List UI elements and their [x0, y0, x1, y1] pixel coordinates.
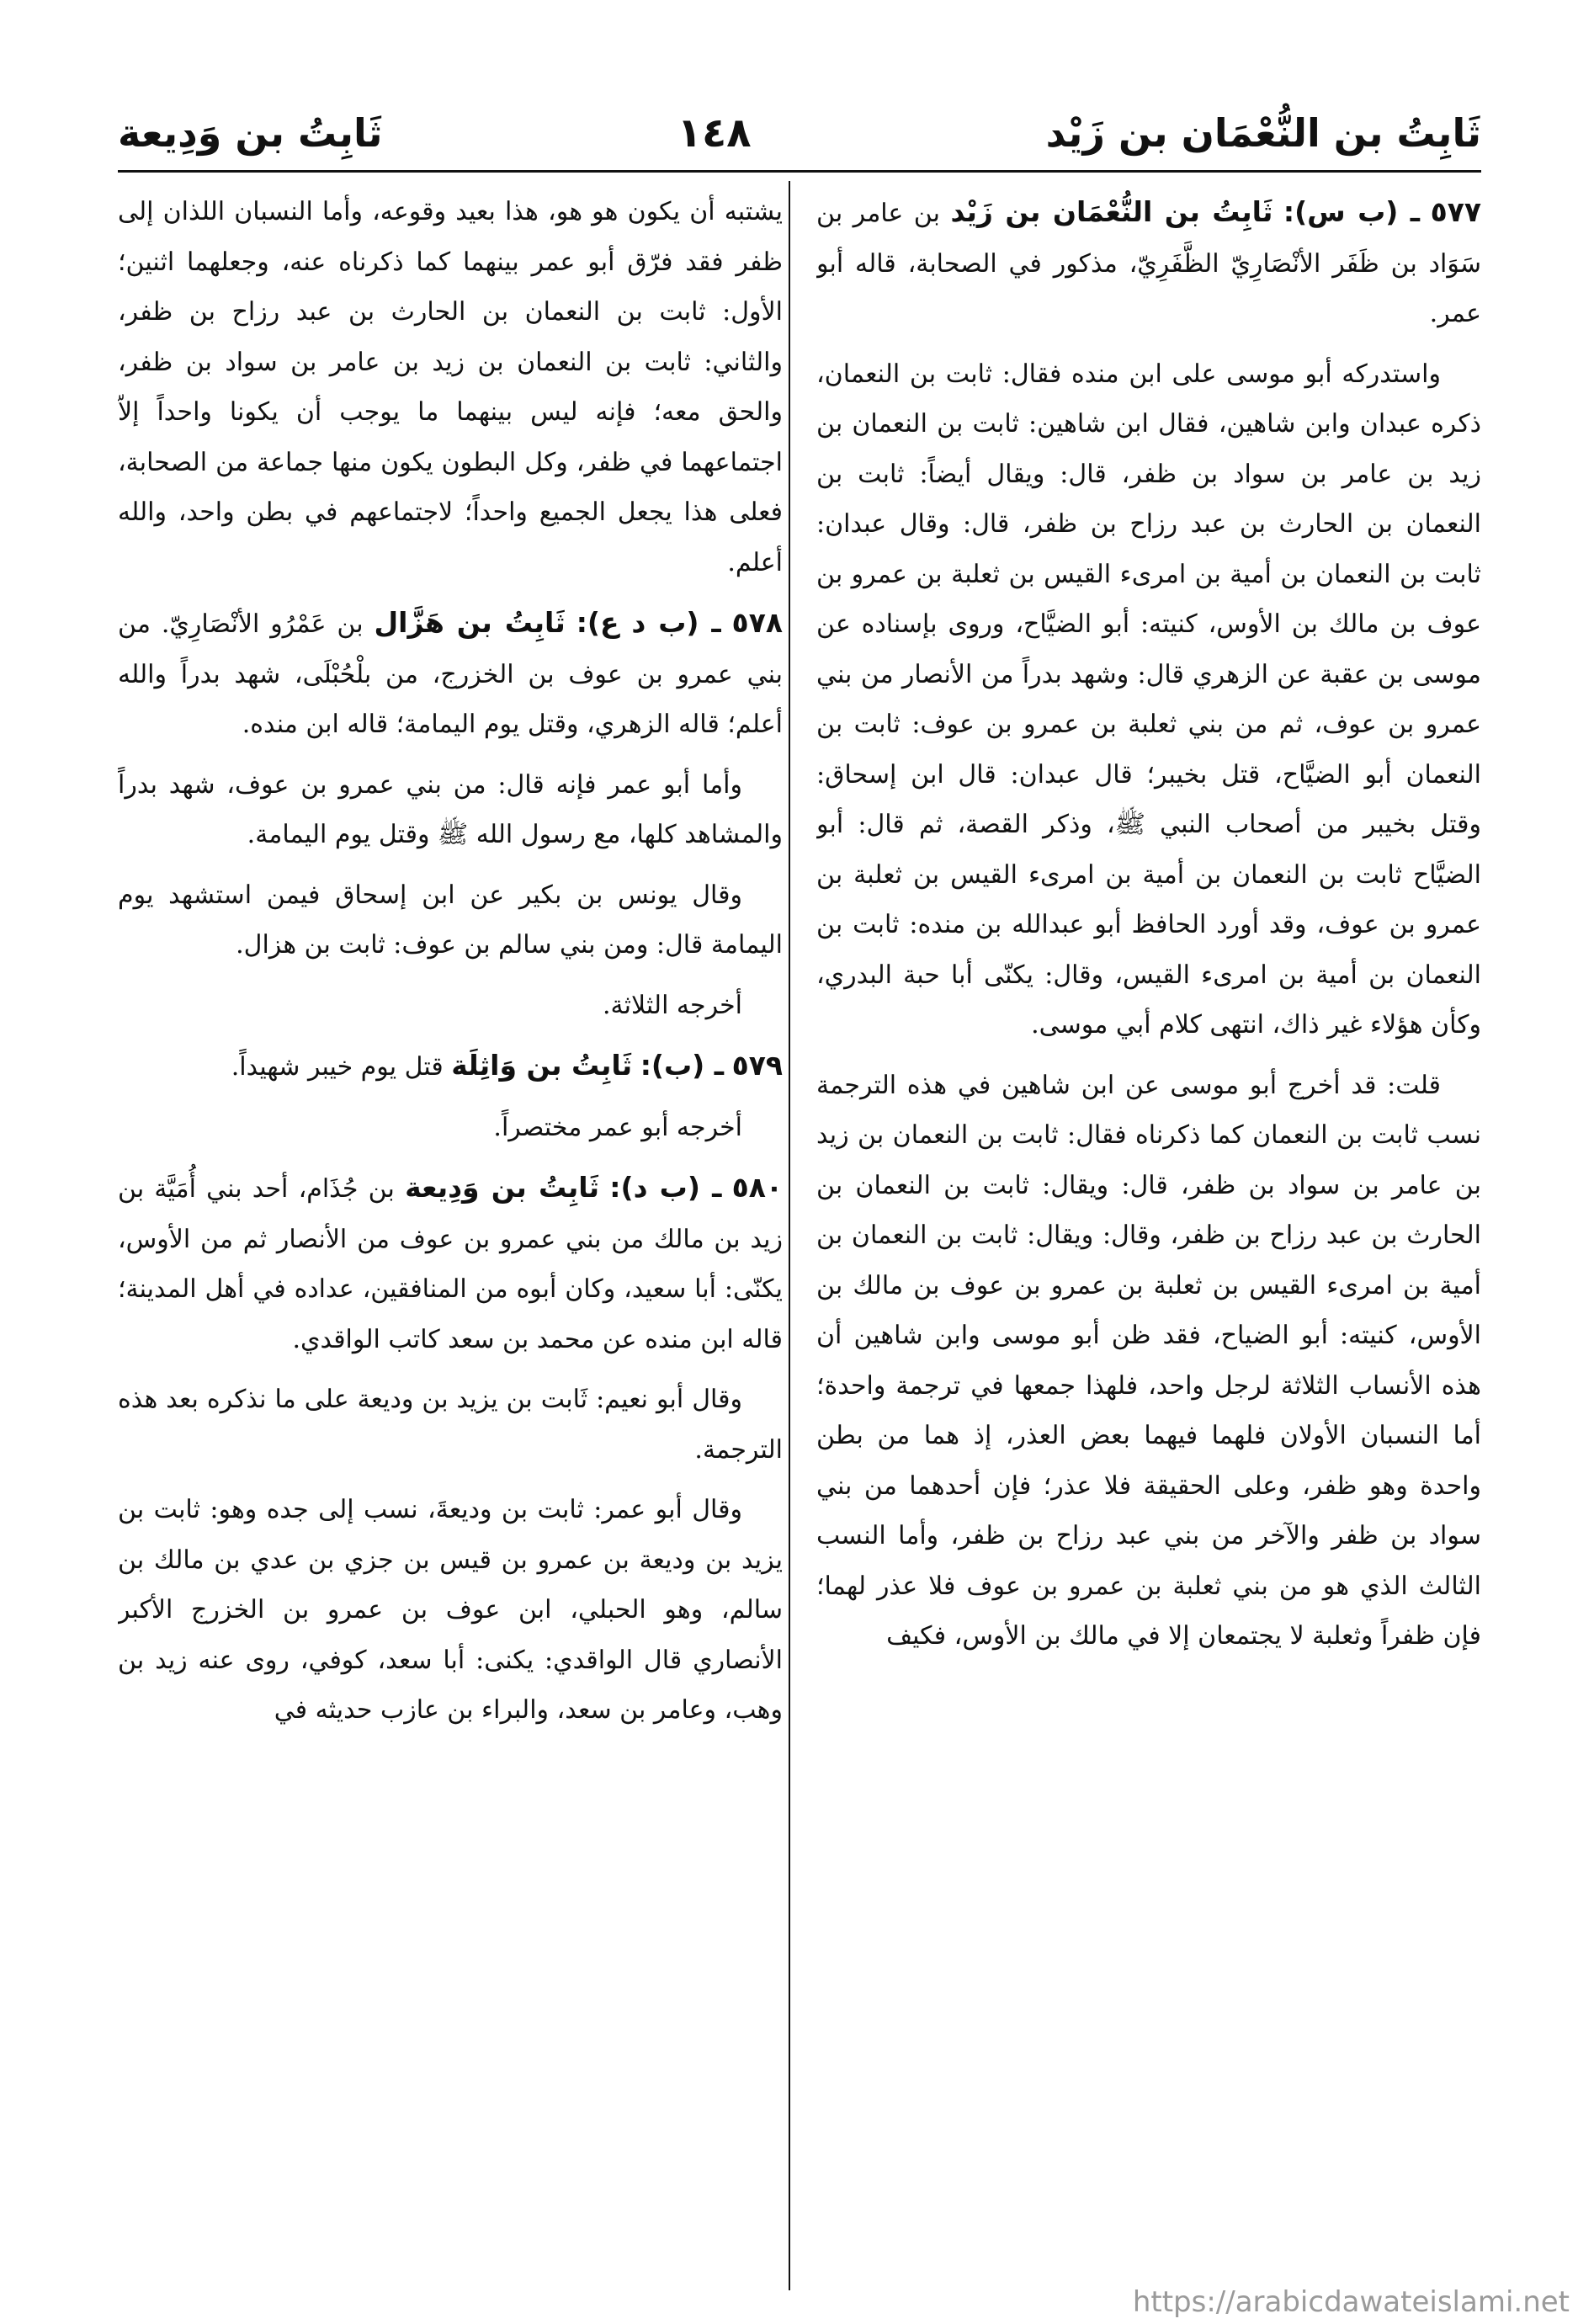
paragraph: يشتبه أن يكون هو هو، هذا بعيد وقوعه، وأما النسبان اللذان إلى ظفر فقد فرّق أبو عمر بينهما كما ذكرناه عنه، وجعلهما اثنين؛ الأول: ثابت بن النعمان بن الحارث بن عبد رزاح بن ظفر، والثاني: ثابت بن النعمان بن زيد بن عامر بن سواد بن ظفر، والحق معه؛ فإنه ليس بينهما ما يوجب أن يكونا واحداً إلاّ اجتماعهما في ظفر، وكل البطون يكون منها جماعة من الصحابة، فعلى هذا يجعل الجميع واحداً؛ لاجتماعهم في بطن واحد، والله أعلم. — [118, 197, 783, 577]
column-divider — [789, 181, 790, 2290]
entry-579 — [118, 1040, 783, 1093]
entry-number: ٥٧٧ — [1430, 195, 1481, 228]
paragraph: قلت: قد أخرج أبو موسى عن ابن شاهين في هذه الترجمة نسب ثابت بن النعمان كما ذكرناه فقال: ثابت بن النعمان بن زيد بن عامر بن سواد بن ظفر، قال: ويقال: ثابت بن النعمان بن الحارث بن عبد رزاح بن ظفر، وقال: ويقال: ثابت بن النعمان بن أمية بن امرىء القيس بن ثعلبة بن عمرو بن عوف بن مالك بن الأوس، كنيته: أبو الضياح، فقد ظن أبو موسى وابن شاهين أن هذه الأنساب الثلاثة لرجل واحد، فلهذا جمعها في ترجمة واحدة؛ أما النسبان الأولان فلهما فيهما بعض العذر، إذ هما من بطن واحدة وهو ظفر، وعلى الحقيقة فلا عذر؛ فإن أحدهما من بني سواد بن ظفر والآخر من بني عبد رزاح بن ظفر، وأما النسب الثالث الذي هو من بني ثعلبة بن عمرو بن عوف فلا عذر لهما؛ فإن ظفراً وثعلبة لا يجتمعان إلا في مالك بن الأوس، فكيف — [816, 1070, 1481, 1651]
paragraph: وقال أبو عمر: ثابت بن وديعةَ، نسب إلى جده وهو: ثابت بن يزيد بن وديعة بن عمرو بن قيس بن جزي بن عدي بن مالك بن سالم، وهو الحبلي، ابن عوف بن عمرو بن الخزرج الأكبر الأنصاري قال الواقدي: يكنى: أبا سعد، كوفي، روى عنه زيد بن وهب، وعامر بن سعد، والبراء بن عازب حديثه في — [118, 1495, 783, 1725]
left-column — [118, 187, 783, 2290]
entry-name: ثَابِتُ بن النُّعْمَان بن زَيْد — [950, 195, 1273, 228]
running-head-left-title: ثَابِتُ بن وَدِيعة — [118, 110, 383, 156]
entry-text: قتل يوم خيبر شهيداً. — [231, 1052, 444, 1082]
entry-text: بن عَمْرُو الأنْصَارِيّ. من بني عمرو بن عوف بن الخزرج، من بلْحُبْلَى، شهد بدراً والله أعلم؛ قاله الزهري، وقتل يوم اليمامة؛ قاله ابن منده. — [118, 609, 783, 739]
entry-580 — [118, 1162, 783, 1364]
entry-source-codes: ـ (ب د ع): — [576, 606, 721, 639]
entry-text: بن جُذَام، أحد بني أُمَيَّة بن زيد بن مالك من بني عمرو بن عوف من الأنصار ثم من الأوس، يكنّى: أبا سعيد، وكان أبوه من المنافقين، عداده في أهل المدينة؛ قاله ابن منده عن محمد بن سعد كاتب الواقدي. — [118, 1174, 783, 1354]
running-head-right-title: ثَابِتُ بن النُّعْمَان بن زَيْد — [1045, 110, 1481, 156]
entry-name: ثَابِتُ بن وَاثِلَة — [451, 1049, 633, 1082]
entry-number: ٥٧٨ — [731, 606, 783, 639]
page-number: ١٤٨ — [677, 109, 752, 157]
entry-name: ثَابِتُ بن وَدِيعة — [405, 1171, 600, 1204]
paragraph: وقال أبو نعيم: ثَابت بن يزيد بن وديعة على ما نذكره بعد هذه الترجمة. — [118, 1385, 783, 1465]
entry-name: ثَابِتُ بن هَزَّال — [374, 606, 566, 639]
paragraph: وأما أبو عمر فإنه قال: من بني عمرو بن عوف، شهد بدراً والمشاهد كلها، مع رسول الله ﷺ وقتل يوم اليمامة. — [118, 769, 783, 849]
entry-source-codes: ـ (ب د): — [609, 1171, 722, 1204]
entry-number: ٥٨٠ — [731, 1171, 783, 1204]
paragraph: أخرجه أبو عمر مختصراً. — [493, 1112, 742, 1142]
paragraph: أخرجه الثلاثة. — [603, 990, 742, 1020]
entry-source-codes: ـ (ب): — [640, 1049, 725, 1082]
right-column — [816, 187, 1481, 2290]
entry-578 — [118, 598, 783, 750]
paragraph: واستدركه أبو موسى على ابن منده فقال: ثابت بن النعمان، ذكره عبدان وابن شاهين، فقال ابن شاهين: ثابت بن النعمان بن زيد بن عامر بن سواد بن ظفر، قال: ويقال أيضاً: ثابت بن النعمان بن الحارث بن عبد رزاح بن ظفر، قال: وقال عبدان: ثابت بن النعمان بن أمية بن امرىء القيس بن ثعلبة بن عمرو بن عوف بن مالك بن الأوس، كنيته: أبو الضيَّاح، وروى بإسناده عن موسى بن عقبة عن الزهري قال: وشهد بدراً من الأنصار من بني عمرو بن عوف، ثم من بني ثعلبة بن عمرو بن عوف: ثابت بن النعمان أبو الضيَّاح، قتل بخيبر؛ قال عبدان: قال ابن إسحاق: وقتل بخيبر من أصحاب النبي ﷺ، وذكر القصة، ثم قال: أبو الضيَّاح ثابت بن النعمان بن أمية بن امرىء القيس بن ثعلبة بن عمرو بن عوف، وقد أورد الحافظ أبو عبدالله بن منده: ثابت بن النعمان بن أمية بن امرىء القيس، وقال: يكنّى أبا حبة البدري، وكأن هؤلاء غير ذاك، انتهى كلام أبي موسى. — [816, 359, 1481, 1040]
paragraph: وقال يونس بن بكير عن ابن إسحاق فيمن استشهد يوم اليمامة قال: ومن بني سالم بن عوف: ثابت بن هزال. — [118, 880, 783, 960]
entry-text: بن عامر بن سَوَاد بن ظَفَر الأنْصَارِيّ الظَّفَرِيّ، مذكور في الصحابة، قاله أبو عمر. — [816, 199, 1481, 328]
watermark-url: https://arabicdawateislami.net — [1124, 2280, 1578, 2324]
entry-source-codes: ـ (ب س): — [1283, 195, 1421, 228]
entry-577 — [816, 187, 1481, 339]
header-rule — [118, 170, 1481, 173]
running-head — [118, 99, 1481, 167]
entry-number: ٥٧٩ — [731, 1049, 783, 1082]
